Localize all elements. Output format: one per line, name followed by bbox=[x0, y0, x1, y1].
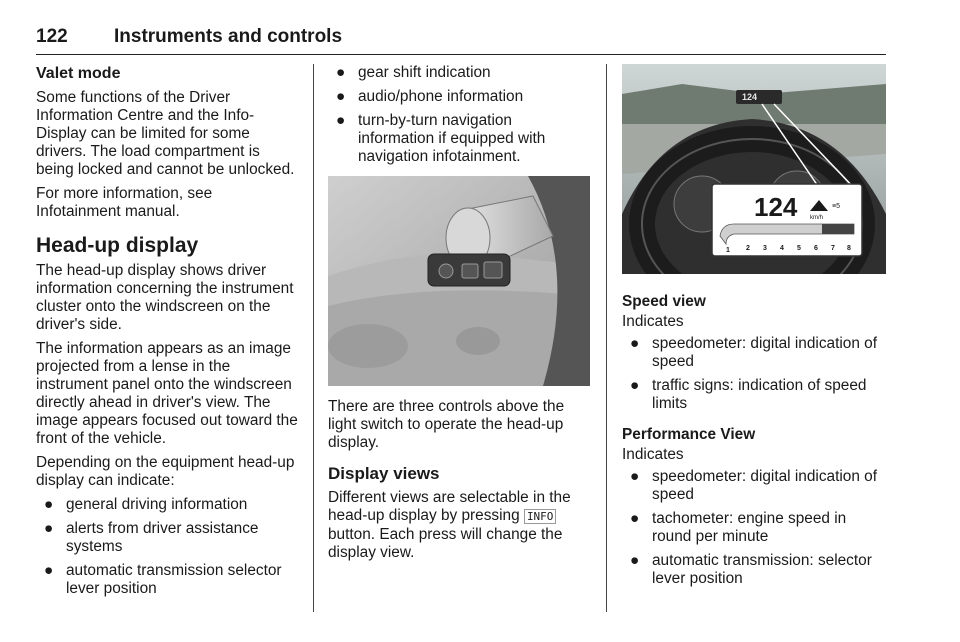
list-item bbox=[622, 510, 886, 546]
hud-paragraph: The head-up display shows driver information concerning the instrument cluster onto the windscreen on the driver's side. bbox=[36, 262, 294, 333]
display-views-text: button. Each press will change the display view. bbox=[328, 526, 563, 561]
list-item bbox=[36, 520, 298, 556]
tacho-redline bbox=[822, 224, 854, 234]
hud-paragraph: Depending on the equipment head-up display can indicate: bbox=[36, 454, 295, 489]
list-item-text: audio/phone information bbox=[358, 88, 524, 105]
list-item-text: speedometer: digital indication of speed bbox=[652, 468, 878, 503]
bullet-icon: ● bbox=[336, 88, 346, 105]
column-divider bbox=[606, 64, 607, 612]
list-item bbox=[622, 468, 886, 504]
column-left bbox=[36, 64, 298, 604]
list-item bbox=[622, 377, 886, 413]
list-item bbox=[36, 562, 298, 598]
list-item bbox=[328, 88, 590, 106]
bullet-icon: ● bbox=[630, 510, 640, 527]
bullet-icon: ● bbox=[44, 496, 54, 513]
performance-view-list bbox=[622, 468, 886, 588]
valet-reference: For more information, see Infotainment manual. bbox=[36, 185, 213, 220]
list-item-text: automatic transmission selector lever position bbox=[66, 562, 282, 597]
info-button-icon: INFO bbox=[524, 509, 557, 524]
list-item-text: tachometer: engine speed in round per minute bbox=[652, 510, 847, 545]
tacho-tick: 2 bbox=[746, 245, 750, 252]
bullet-icon: ● bbox=[630, 377, 640, 394]
list-item bbox=[622, 552, 886, 588]
hud-limit-indicator: ≡5 bbox=[832, 203, 840, 210]
list-item-text: automatic transmission: selector lever position bbox=[652, 552, 872, 587]
bullet-icon: ● bbox=[630, 335, 640, 352]
hud-switch-illustration bbox=[328, 176, 590, 386]
speed-view-indicates: Indicates bbox=[622, 313, 684, 330]
performance-view-indicates: Indicates bbox=[622, 446, 684, 463]
display-views-heading: Display views bbox=[328, 464, 440, 483]
hud-dashboard-illustration bbox=[622, 64, 886, 274]
hud-list-continued bbox=[328, 64, 590, 166]
list-item-text: alerts from driver assistance systems bbox=[66, 520, 259, 555]
valet-paragraph: Some functions of the Driver Information Centre and the Info-Display can be limited for some drivers. The load compartment is being locked and cannot be unlocked. bbox=[36, 89, 295, 178]
small-speed-readout: 124 bbox=[742, 92, 758, 102]
bullet-icon: ● bbox=[336, 64, 346, 81]
column-right bbox=[622, 64, 886, 594]
bullet-icon: ● bbox=[630, 468, 640, 485]
column-divider bbox=[313, 64, 314, 612]
hud-speed-unit: km/h bbox=[810, 215, 824, 221]
list-item bbox=[36, 496, 298, 514]
list-item-text: turn-by-turn navigation information if equipped with navigation infotainment. bbox=[358, 112, 546, 165]
hud-list bbox=[36, 496, 298, 598]
list-item-text: speedometer: digital indication of speed bbox=[652, 335, 878, 370]
tacho-tick: 4 bbox=[780, 245, 784, 252]
hud-heading: Head-up display bbox=[36, 234, 199, 257]
list-item-text: traffic signs: indication of speed limits bbox=[652, 377, 867, 412]
hud-paragraph: The information appears as an image projected from a lense in the instrument panel onto the windscreen directly ahead in driver's view. The image appears focused out toward the front of the vehicle. bbox=[36, 340, 298, 447]
tacho-tick: 8 bbox=[847, 245, 851, 252]
tacho-tick: 3 bbox=[763, 245, 767, 252]
page-number: 122 bbox=[36, 26, 68, 47]
list-item-text: general driving information bbox=[66, 496, 248, 513]
controls-paragraph: There are three controls above the light switch to operate the head-up display. bbox=[328, 398, 565, 451]
tacho-tick: 6 bbox=[814, 245, 818, 252]
speed-view-heading: Speed view bbox=[622, 293, 706, 310]
performance-view-heading: Performance View bbox=[622, 426, 756, 443]
hud-speed-readout: 124 bbox=[754, 192, 798, 222]
list-item bbox=[622, 335, 886, 371]
tacho-tick: 1 bbox=[726, 247, 730, 254]
page-header bbox=[36, 26, 886, 55]
list-item-text: gear shift indication bbox=[358, 64, 491, 81]
bullet-icon: ● bbox=[44, 562, 54, 579]
bullet-icon: ● bbox=[630, 552, 640, 569]
tacho-tick: 5 bbox=[797, 245, 801, 252]
bullet-icon: ● bbox=[336, 112, 346, 129]
column-middle bbox=[328, 64, 590, 568]
bullet-icon: ● bbox=[44, 520, 54, 537]
list-item bbox=[328, 112, 590, 166]
list-item bbox=[328, 64, 590, 82]
tacho-tick: 7 bbox=[831, 245, 835, 252]
page-title: Instruments and controls bbox=[114, 26, 343, 47]
speed-view-list bbox=[622, 335, 886, 413]
display-views-paragraph bbox=[328, 489, 590, 562]
display-views-text: Different views are selectable in the head-up display by pressing bbox=[328, 489, 571, 524]
valet-heading: Valet mode bbox=[36, 65, 121, 82]
